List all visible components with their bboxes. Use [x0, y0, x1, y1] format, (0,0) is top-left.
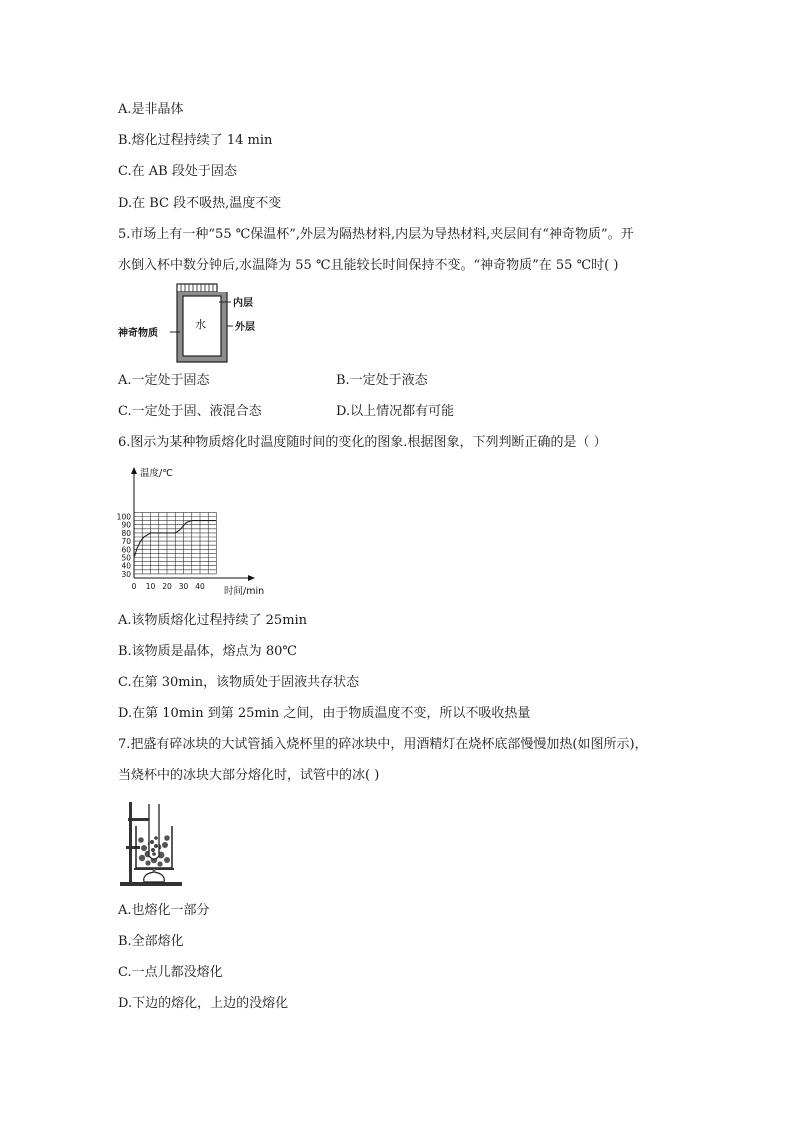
q4-option-b: B.熔化过程持续了 14 min — [118, 133, 273, 148]
q6-option-c: C.在第 30min，该物质处于固液共存状态 — [118, 675, 360, 690]
q5-option-d: D.以上情况都有可能 — [336, 404, 455, 419]
chart-y-axis-label: 温度/℃ — [140, 468, 173, 479]
x-tick-label: 30 — [178, 582, 189, 591]
q6-option-b: B.该物质是晶体，熔点为 80℃ — [118, 644, 297, 659]
q7-option-c: C.一点儿都没熔化 — [118, 965, 223, 980]
inner-layer-label: 内层 — [233, 298, 253, 309]
x-tick-label: 20 — [162, 582, 172, 591]
q6-option-a: A.该物质熔化过程持续了 25min — [118, 613, 308, 628]
q6-stem: 6.图示为某种物质熔化时温度随时间的变化的图象.根据图象，下列判断正确的是（ ） — [118, 435, 607, 450]
q4-option-d: D.在 BC 段不吸热,温度不变 — [118, 196, 282, 211]
q7-option-a: A.也熔化一部分 — [118, 903, 210, 918]
q5-stem-line1: 5.市场上有一种“55 ℃保温杯”,外层为隔热材料,内层为导热材料,夹层间有“神奇物质”。开 — [118, 227, 634, 242]
y-tick-label: 80 — [121, 528, 131, 538]
chart-x-axis-label: 时间/min — [224, 586, 265, 597]
q5-stem-line2: 水倒入杯中数分钟后,水温降为 55 ℃且能较长时间保持不变。“神奇物质”在 55 ℃时( ) — [118, 258, 619, 273]
q5-option-b: B.一定处于液态 — [336, 373, 428, 388]
melting-temperature-chart — [112, 462, 267, 600]
y-tick-label: 50 — [121, 553, 131, 563]
q5-option-c: C.一定处于固、液混合态 — [118, 404, 262, 419]
thermos-cup-figure — [115, 282, 265, 366]
y-tick-label: 100 — [116, 512, 131, 522]
x-tick-label: 40 — [195, 582, 205, 591]
x-tick-label: 10 — [145, 582, 156, 591]
chart-axes — [131, 467, 255, 581]
magic-substance-label: 神奇物质 — [118, 328, 158, 339]
outer-layer-label: 外层 — [235, 322, 255, 333]
ice-heating-apparatus-figure — [118, 798, 186, 890]
q7-option-d: D.下边的熔化，上边的没熔化 — [118, 996, 289, 1011]
water-label: 水 — [195, 318, 206, 331]
q7-option-b: B.全部熔化 — [118, 934, 184, 949]
chart-grid — [134, 512, 217, 574]
y-tick-label: 40 — [121, 561, 131, 571]
q6-option-d: D.在第 10min 到第 25min 之间，由于物质温度不变，所以不吸收热量 — [118, 706, 531, 721]
q4-option-a: A.是非晶体 — [118, 102, 184, 117]
y-tick-label: 60 — [121, 545, 131, 555]
y-axis-arrow — [131, 467, 137, 474]
x-axis-arrow — [248, 575, 255, 581]
y-tick-label: 70 — [121, 537, 131, 547]
q7-stem-line2: 当烧杯中的冰块大部分熔化时，试管中的冰( ) — [118, 768, 380, 783]
y-tick-label: 90 — [121, 520, 131, 530]
q4-option-c: C.在 AB 段处于固态 — [118, 164, 237, 179]
y-tick-label: 30 — [121, 569, 131, 579]
q5-option-a: A.一定处于固态 — [118, 373, 210, 388]
q7-stem-line1: 7.把盛有碎冰块的大试管插入烧杯里的碎冰块中，用酒精灯在烧杯底部慢慢加热(如图所示)， — [118, 737, 648, 752]
x-tick-label: 0 — [131, 582, 137, 591]
